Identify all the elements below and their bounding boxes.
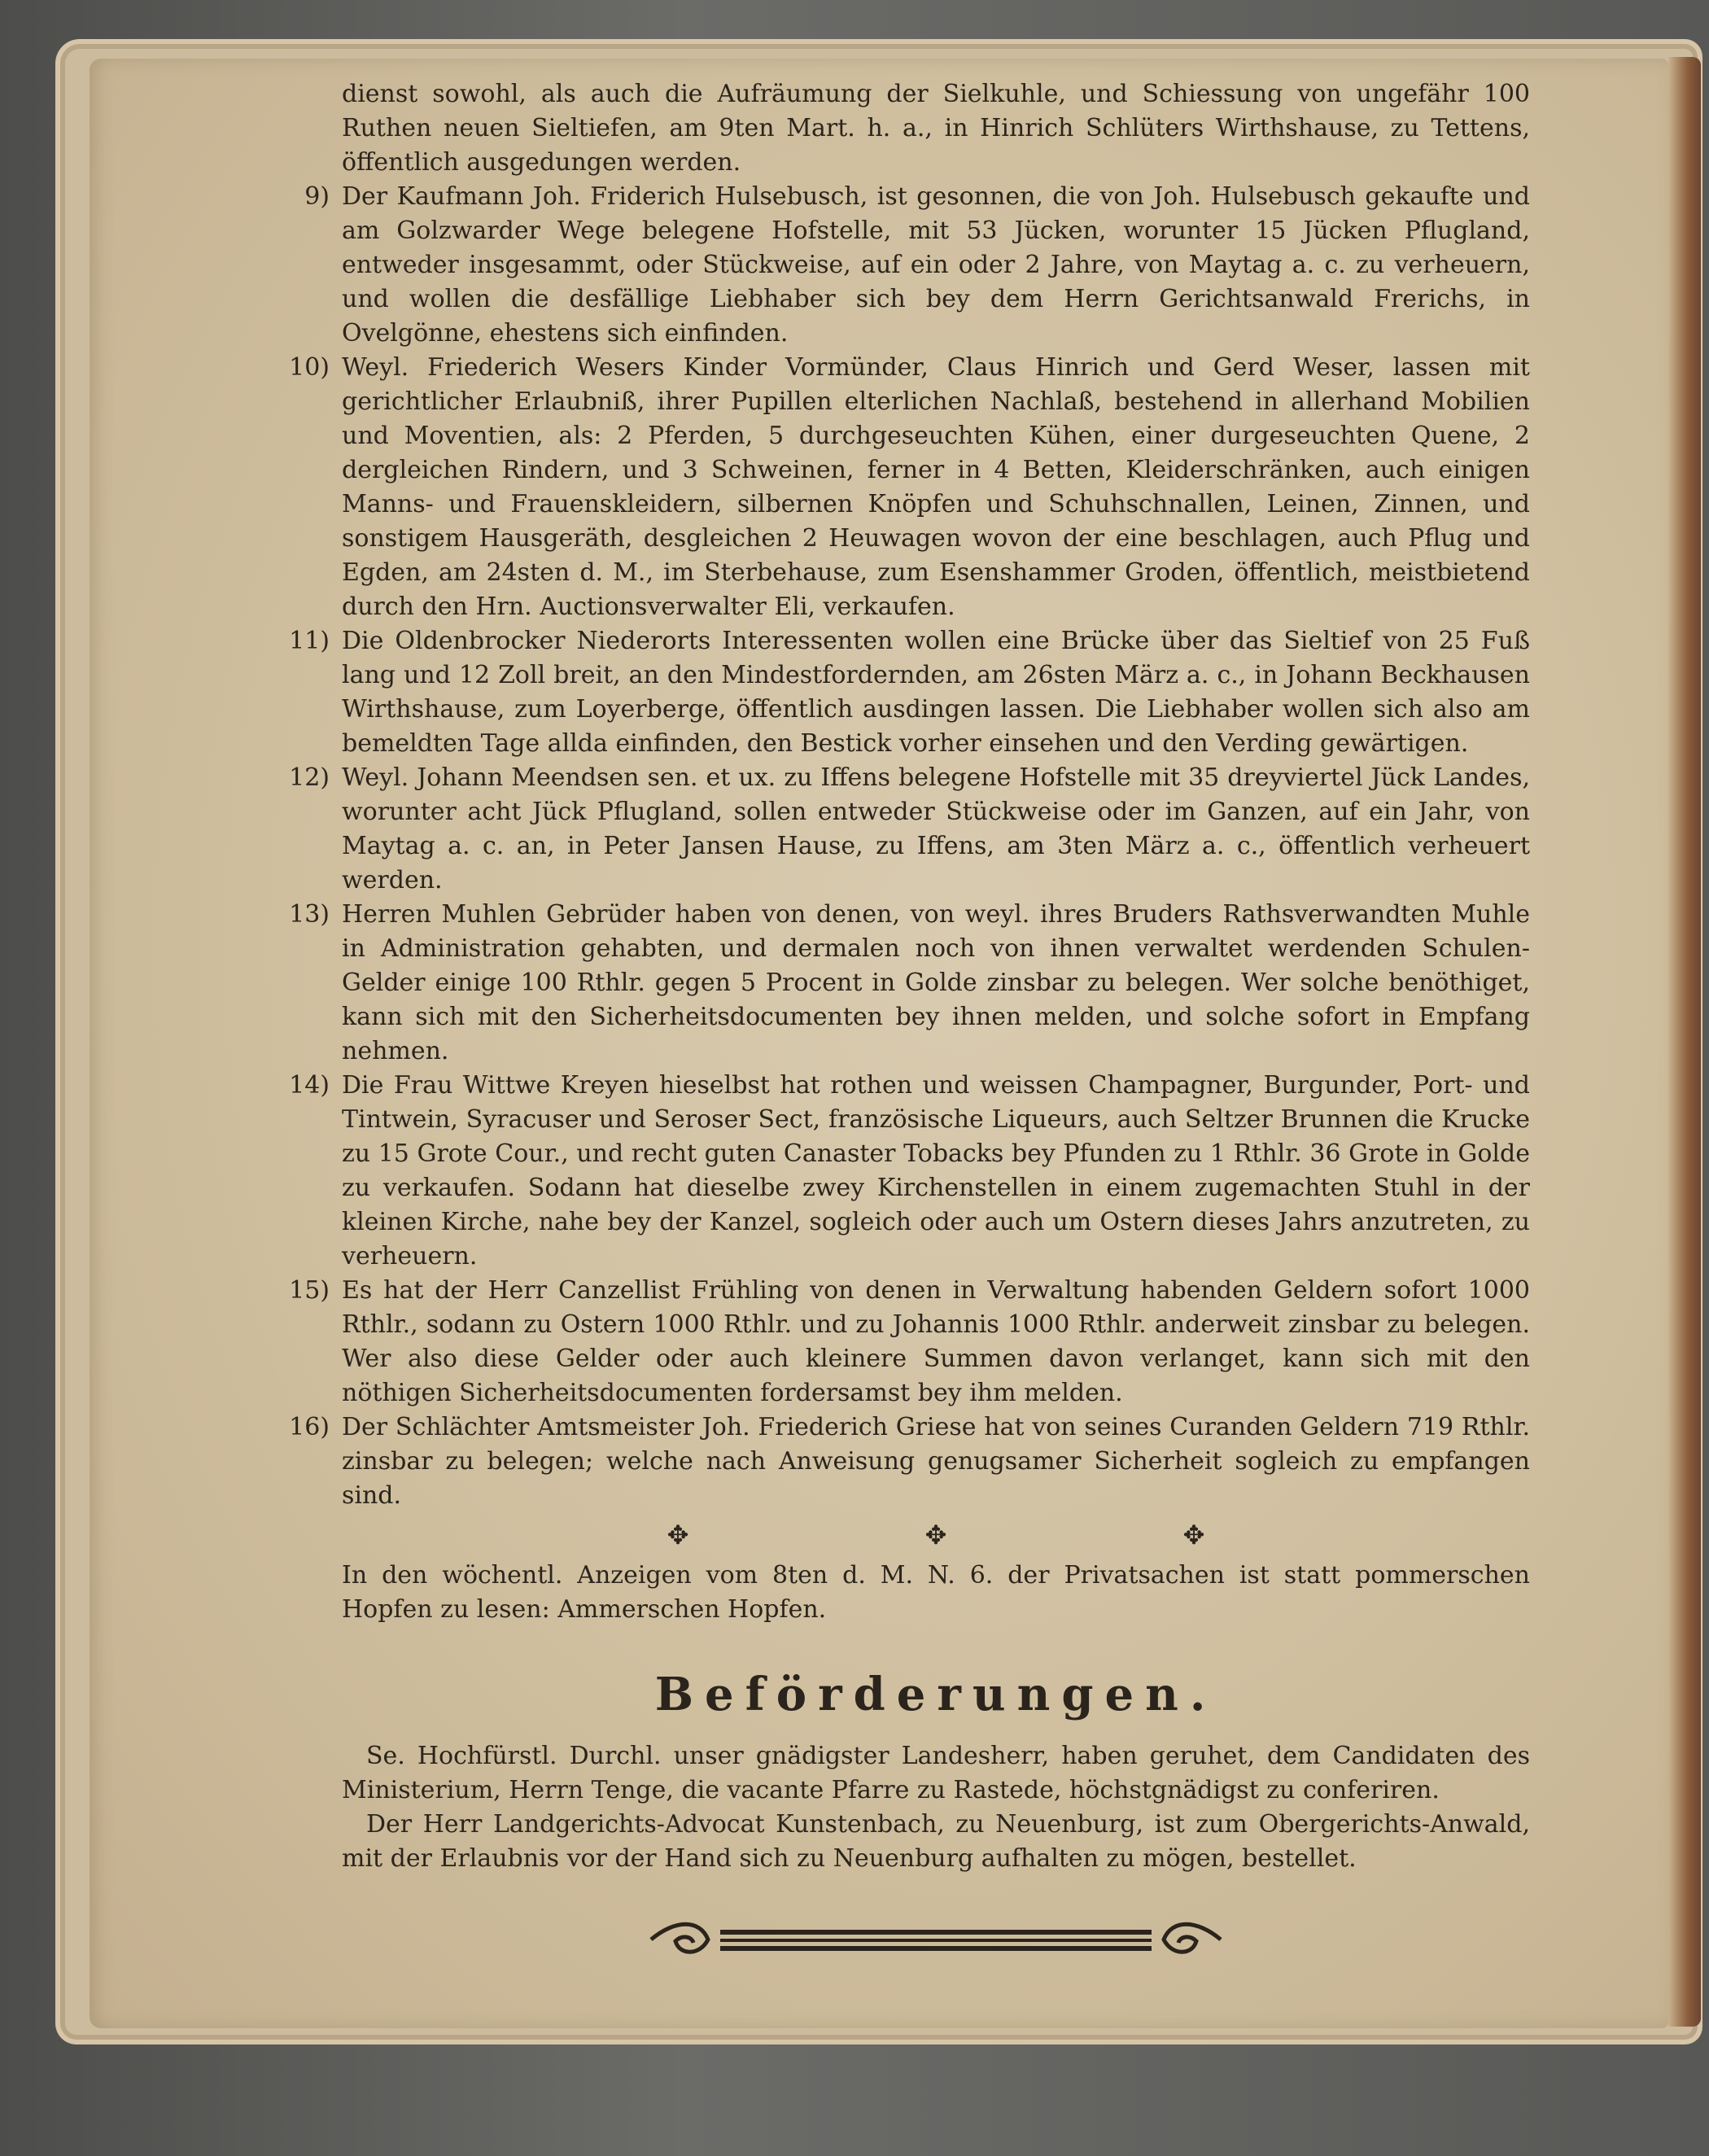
correction-notice: In den wöchentl. Anzeigen vom 8ten d. M. N. 6. der Privatsachen ist statt pommerschen Hopfen zu lesen: Ammerschen Hopfen. — [342, 1561, 1530, 1624]
entry-text: Es hat der Herr Canzellist Frühling von denen in Verwaltung habenden Geldern sofort 1000 Rthlr., sodann zu Ostern 1000 Rthlr. und zu Johannis 1000 Rthlr. anderweit zinsbar zu belegen. Wer also diese Gelder oder auch kleinere Summen davon verlanget, kann sich mit den nöthigen Sicherheitsdocumenten fordersamst bey ihm melden. — [342, 1276, 1530, 1407]
entry-number: 14) — [289, 1071, 330, 1100]
book-right-edge — [1668, 57, 1701, 2027]
entry-number: 12) — [289, 763, 330, 792]
entry-13 — [289, 898, 1530, 1069]
entry-number: 10) — [289, 353, 330, 382]
entry-number: 15) — [289, 1276, 330, 1305]
entry-12 — [289, 761, 1530, 898]
separator-ornament: ✥ ✥ ✥ — [667, 1520, 1319, 1550]
entry-text: dienst sowohl, als auch die Aufräumung der Sielkuhle, und Schiessung von ungefähr 100 Ruthen neuen Sieltiefen, am 9ten Mart. h. a., in Hinrich Schlüters Wirthshause, zu Tettens, öffentlich ausgedungen werden. — [342, 80, 1530, 177]
entry-10 — [289, 351, 1530, 624]
entry-continuation — [342, 77, 1530, 180]
entry-9 — [304, 180, 1530, 351]
entry-16 — [289, 1410, 1530, 1513]
entry-number: 9) — [304, 182, 330, 211]
entry-text: Die Frau Wittwe Kreyen hieselbst hat rothen und weissen Champagner, Burgunder, Port- und Tintwein, Syracuser und Seroser Sect, französische Liqueurs, auch Seltzer Brunnen die Krucke zu 15 Grote Cour., und recht guten Canaster Tobacks bey Pfunden zu 1 Rthlr. 36 Grote in Golde zu verkaufen. Sodann hat dieselbe zwey Kirchenstellen in einem zugemachten Stuhl in der kleinen Kirche, nahe bey der Kanzel, sogleich oder auch um Ostern dieses Jahrs anzutreten, zu verheuern. — [342, 1071, 1530, 1270]
entry-number: 16) — [289, 1413, 330, 1441]
entry-text: Die Oldenbrocker Niederorts Interessenten wollen eine Brücke über das Sieltief von 25 Fuß lang und 12 Zoll breit, an den Mindestfordernden, am 26sten März a. c., in Johann Beckhausen Wirthshause, zum Loyerberge, öffentlich ausdingen lassen. Die Liebhaber wollen sich also am bemeldten Tage allda einfinden, den Bestick vorher einsehen und den Verding gewärtigen. — [342, 627, 1530, 758]
entry-text: Weyl. Johann Meendsen sen. et ux. zu Iffens belegene Hofstelle mit 35 dreyviertel Jück Landes, worunter acht Jück Pflugland, sollen entweder Stückweise oder im Ganzen, auf ein Jahr, von Maytag a. c. an, in Peter Jansen Hause, zu Iffens, am 3ten März a. c., öffentlich verheuert werden. — [342, 763, 1530, 894]
entry-11 — [289, 624, 1530, 761]
section-heading: Beförderungen. — [654, 1668, 1217, 1721]
entry-text: Der Kaufmann Joh. Friderich Hulsebusch, ist gesonnen, die von Joh. Hulsebusch gekaufte und am Golzwarder Wege belegene Hofstelle, mit 53 Jücken, worunter 15 Jücken Pflugland, entweder insgesammt, oder Stückweise, auf ein oder 2 Jahre, von Maytag a. c. zu verheuern, und wollen die desfällige Liebhaber sich bey dem Herrn Gerichtsanwald Frerichs, in Ovelgönne, ehestens sich einfinden. — [342, 182, 1530, 348]
entry-text: Herren Muhlen Gebrüder haben von denen, von weyl. ihres Bruders Rathsverwandten Muhle in Administration gehabten, und dermalen noch von ihnen verwaltet werdenden Schulen-Gelder einige 100 Rthlr. gegen 5 Procent in Golde zinsbar zu belegen. Wer solche benöthiget, kann sich mit den Sicherheitsdocumenten bey ihnen melden, und solche sofort in Empfang nehmen. — [342, 900, 1530, 1065]
entry-15 — [289, 1274, 1530, 1410]
entry-text: Weyl. Friederich Wesers Kinder Vormünder, Claus Hinrich und Gerd Weser, lassen mit gerichtlicher Erlaubniß, ihrer Pupillen elterlichen Nachlaß, bestehend in allerhand Mobilien und Moventien, als: 2 Pferden, 5 durchgeseuchten Kühen, einer durgeseuchten Quene, 2 dergleichen Rindern, und 3 Schweinen, ferner in 4 Betten, Kleiderschränken, auch einigen Manns- und Frauenskleidern, silbernen Knöpfen und Schuhschnallen, Leinen, Zinnen, und sonstigem Hausgeräth, desgleichen 2 Heuwagen wovon der eine beschlagen, auch Pflug und Egden, am 24sten d. M., im Sterbehause, zum Esenshammer Groden, öffentlich, meistbietend durch den Hrn. Auctionsverwalter Eli, verkaufen. — [342, 353, 1530, 621]
entry-14 — [289, 1069, 1530, 1274]
entry-text: Der Schlächter Amtsmeister Joh. Friederich Griese hat von seines Curanden Geldern 719 Rthlr. zinsbar zu belegen; welche nach Anweisung genugsamer Sicherheit sogleich zu empfangen sind. — [342, 1413, 1530, 1510]
page-text-column — [289, 77, 1530, 1964]
ornamental-rule-icon — [643, 1915, 1229, 1964]
promotion-paragraph: Se. Hochfürstl. Durchl. unser gnädigster Landesherr, haben geruhet, dem Candidaten des Ministerium, Herrn Tenge, die vacante Pfarre zu Rastede, höchstgnädigst zu conferiren. — [342, 1742, 1530, 1804]
entry-number: 13) — [289, 900, 330, 929]
entry-number: 11) — [289, 627, 330, 655]
promotion-paragraph: Der Herr Landgerichts-Advocat Kunstenbach, zu Neuenburg, ist zum Obergerichts-Anwald, mit der Erlaubnis vor der Hand sich zu Neuenburg aufhalten zu mögen, bestellet. — [342, 1810, 1530, 1873]
